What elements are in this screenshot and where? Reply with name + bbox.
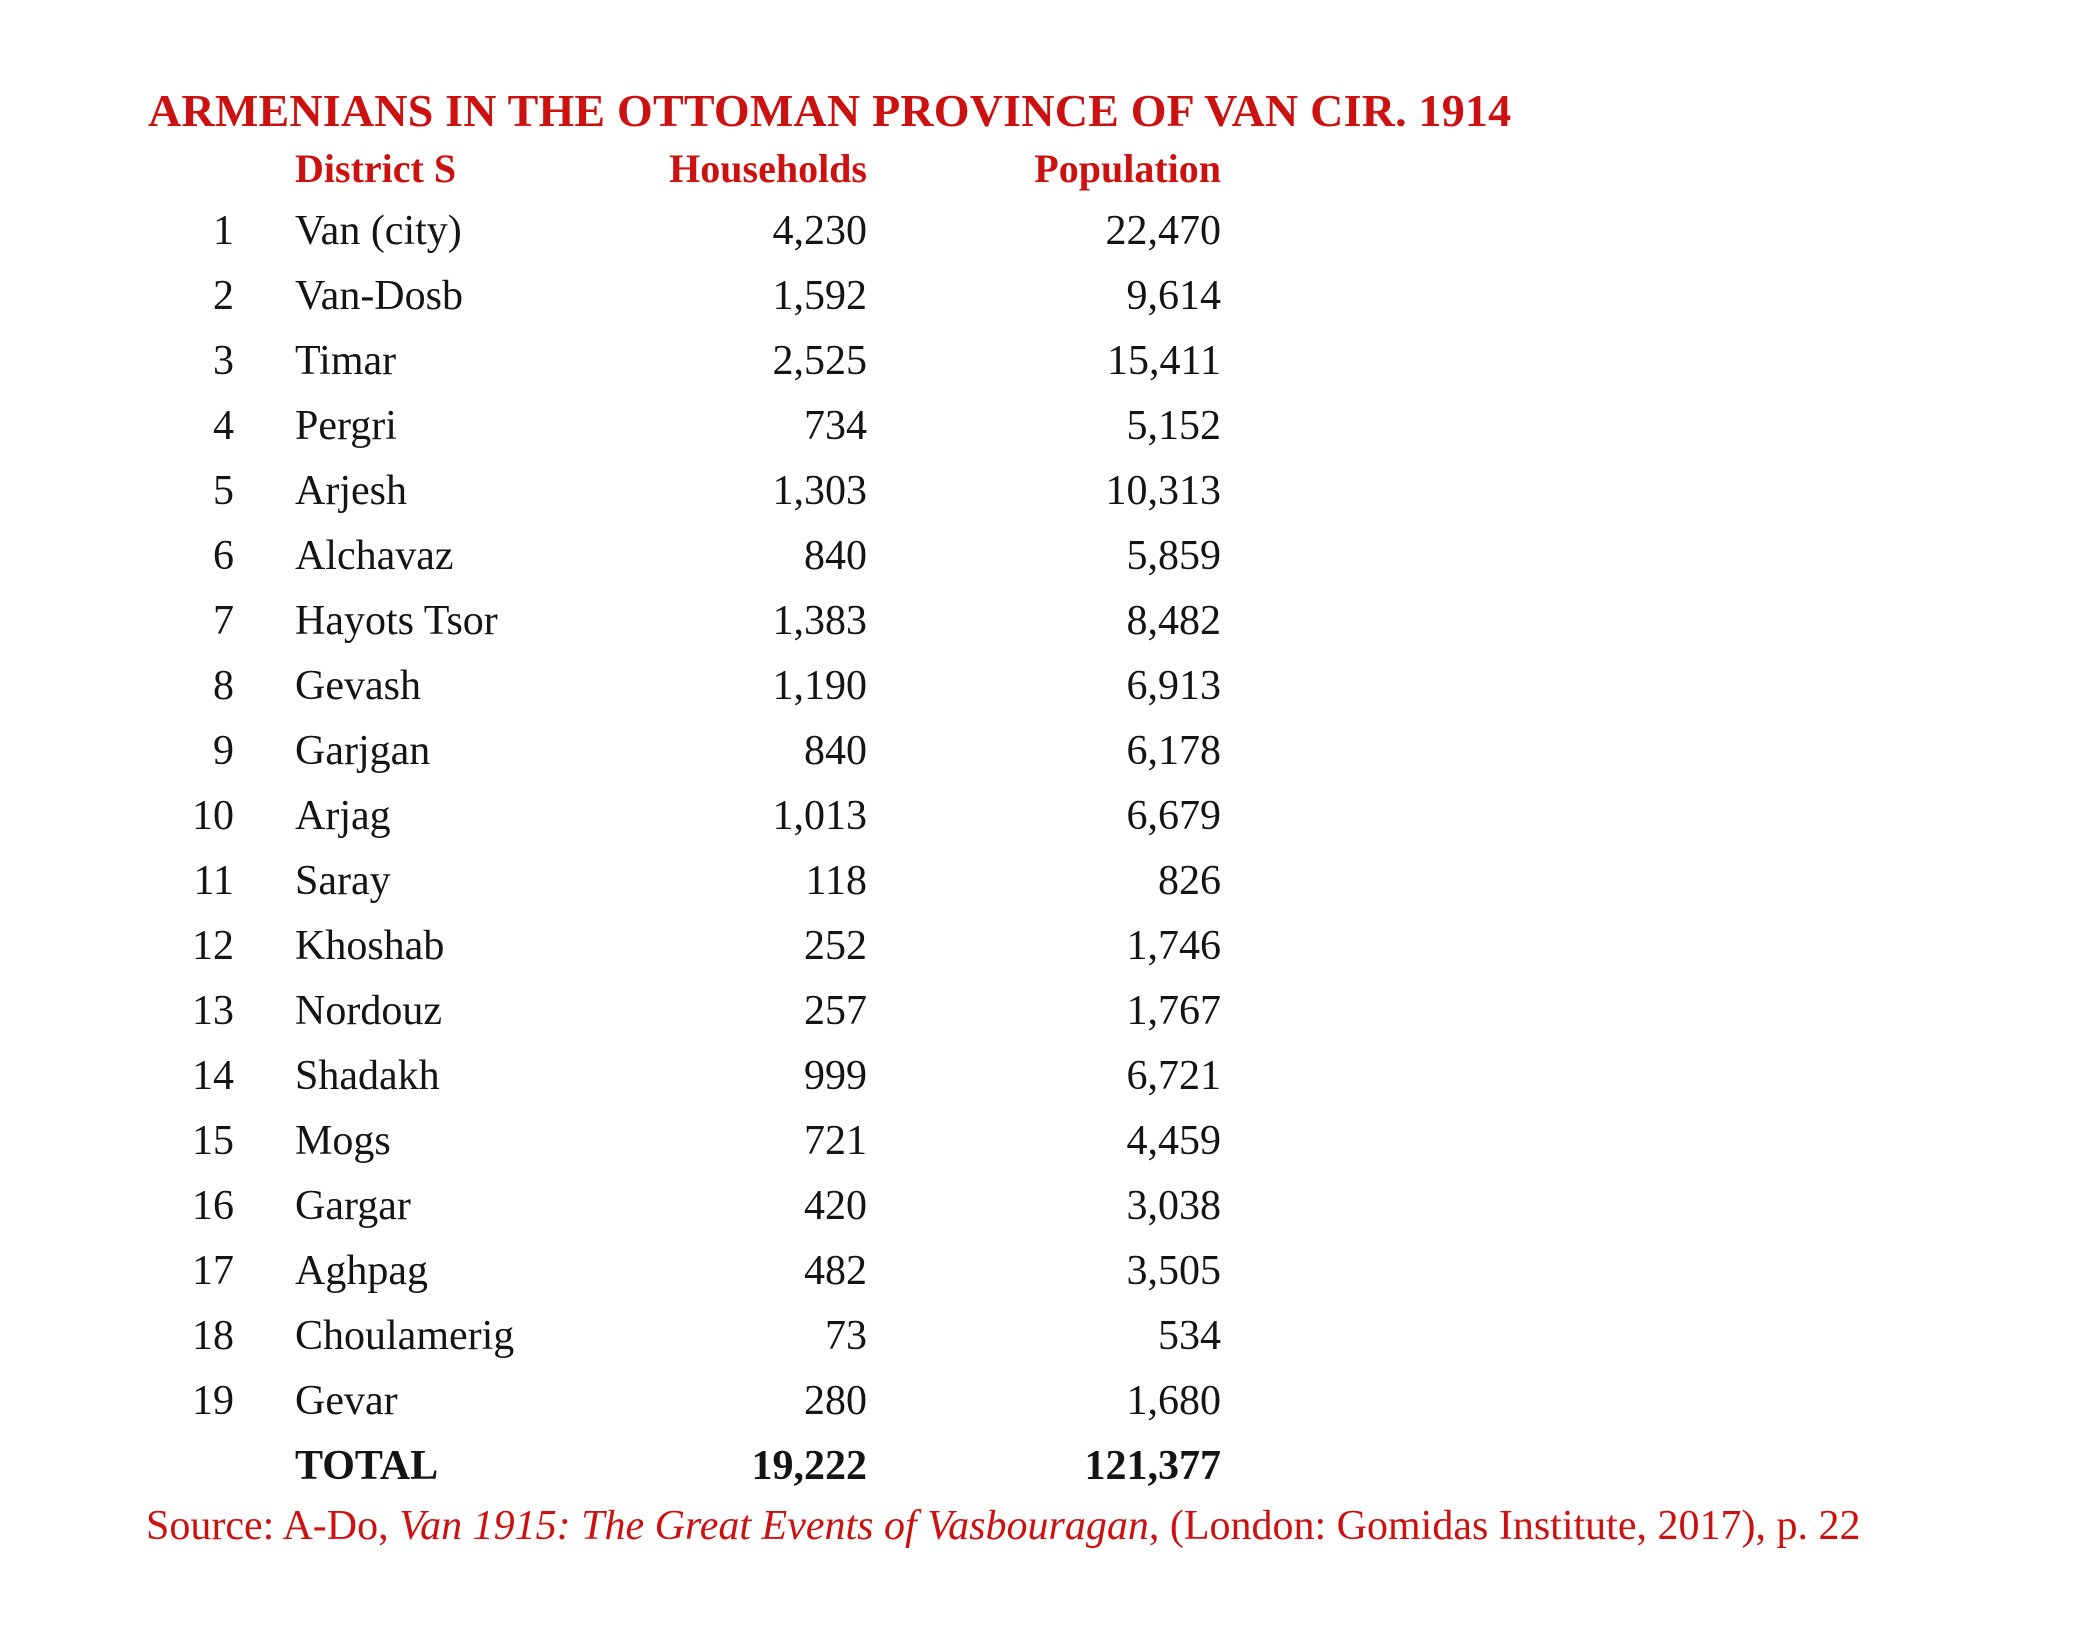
population-table bbox=[148, 140, 1221, 1498]
population-value: 6,679 bbox=[1126, 792, 1221, 839]
table-row bbox=[148, 328, 1221, 393]
households-value: 420 bbox=[804, 1182, 867, 1229]
population-value: 4,459 bbox=[1126, 1117, 1221, 1164]
district-name: Van (city) bbox=[295, 207, 462, 254]
row-number: 12 bbox=[192, 922, 234, 969]
table-row bbox=[148, 198, 1221, 263]
population-value: 1,767 bbox=[1126, 987, 1221, 1034]
column-header-population: Population bbox=[1034, 146, 1221, 191]
households-value: 1,013 bbox=[772, 792, 867, 839]
table-body bbox=[148, 198, 1221, 1433]
households-value: 118 bbox=[805, 857, 867, 904]
row-number: 3 bbox=[213, 337, 234, 384]
table-row bbox=[148, 1043, 1221, 1108]
households-value: 840 bbox=[804, 727, 867, 774]
page-title: ARMENIANS IN THE OTTOMAN PROVINCE OF VAN CIR. 1914 bbox=[148, 85, 1512, 136]
households-value: 1,303 bbox=[772, 467, 867, 514]
population-value: 534 bbox=[1158, 1312, 1221, 1359]
row-number: 15 bbox=[192, 1117, 234, 1164]
table-row bbox=[148, 1303, 1221, 1368]
population-value: 8,482 bbox=[1126, 597, 1221, 644]
district-name: Saray bbox=[295, 857, 391, 904]
district-name: Arjag bbox=[295, 792, 391, 839]
source-prefix: Source: A-Do, bbox=[146, 1503, 400, 1549]
table-header-row bbox=[148, 140, 1221, 198]
district-name: Arjesh bbox=[295, 467, 407, 514]
column-header-district: District S bbox=[295, 146, 457, 191]
row-number: 5 bbox=[213, 467, 234, 514]
row-number: 9 bbox=[213, 727, 234, 774]
district-name: Aghpag bbox=[295, 1247, 428, 1294]
table-row bbox=[148, 393, 1221, 458]
households-value: 1,383 bbox=[772, 597, 867, 644]
total-label: TOTAL bbox=[295, 1442, 439, 1489]
households-value: 721 bbox=[804, 1117, 867, 1164]
population-value: 3,038 bbox=[1126, 1182, 1221, 1229]
households-value: 1,592 bbox=[772, 272, 867, 319]
table-row bbox=[148, 1368, 1221, 1433]
table-row bbox=[148, 523, 1221, 588]
households-value: 999 bbox=[804, 1052, 867, 1099]
district-name: Gevash bbox=[295, 662, 421, 709]
district-name: Hayots Tsor bbox=[295, 597, 498, 644]
row-number: 17 bbox=[192, 1247, 234, 1294]
households-value: 73 bbox=[825, 1312, 867, 1359]
row-number: 8 bbox=[213, 662, 234, 709]
source-citation bbox=[146, 1502, 1860, 1550]
households-value: 4,230 bbox=[772, 207, 867, 254]
row-number: 10 bbox=[192, 792, 234, 839]
table-row bbox=[148, 458, 1221, 523]
row-number: 11 bbox=[193, 857, 234, 904]
population-value: 1,680 bbox=[1126, 1377, 1221, 1424]
total-population-value: 121,377 bbox=[1084, 1442, 1221, 1489]
households-value: 1,190 bbox=[772, 662, 867, 709]
district-name: Mogs bbox=[295, 1117, 391, 1164]
households-value: 280 bbox=[804, 1377, 867, 1424]
households-value: 257 bbox=[804, 987, 867, 1034]
table-total-row bbox=[148, 1433, 1221, 1498]
population-value: 10,313 bbox=[1105, 467, 1221, 514]
population-value: 6,178 bbox=[1126, 727, 1221, 774]
column-header-households: Households bbox=[669, 146, 867, 191]
total-households-value: 19,222 bbox=[751, 1442, 867, 1489]
row-number: 16 bbox=[192, 1182, 234, 1229]
population-value: 22,470 bbox=[1105, 207, 1221, 254]
households-value: 734 bbox=[804, 402, 867, 449]
population-value: 6,721 bbox=[1126, 1052, 1221, 1099]
row-number: 4 bbox=[213, 402, 234, 449]
row-number: 18 bbox=[192, 1312, 234, 1359]
district-name: Nordouz bbox=[295, 987, 442, 1034]
district-name: Van-Dosb bbox=[295, 272, 463, 319]
table-row bbox=[148, 588, 1221, 653]
table-row bbox=[148, 1238, 1221, 1303]
population-value: 5,859 bbox=[1126, 532, 1221, 579]
source-book-title: Van 1915: The Great Events of Vasbouragan bbox=[399, 1503, 1149, 1549]
table-row bbox=[148, 1108, 1221, 1173]
row-number: 19 bbox=[192, 1377, 234, 1424]
row-number: 2 bbox=[213, 272, 234, 319]
table-row bbox=[148, 653, 1221, 718]
table-row bbox=[148, 783, 1221, 848]
table-row bbox=[148, 718, 1221, 783]
district-name: Pergri bbox=[295, 402, 397, 449]
table-row bbox=[148, 978, 1221, 1043]
table-row bbox=[148, 848, 1221, 913]
district-name: Shadakh bbox=[295, 1052, 440, 1099]
source-suffix: , (London: Gomidas Institute, 2017), p. 22 bbox=[1148, 1503, 1861, 1549]
row-number: 13 bbox=[192, 987, 234, 1034]
district-name: Garjgan bbox=[295, 727, 431, 774]
row-number: 1 bbox=[213, 207, 234, 254]
row-number: 14 bbox=[192, 1052, 234, 1099]
population-value: 3,505 bbox=[1126, 1247, 1221, 1294]
district-name: Gargar bbox=[295, 1182, 411, 1229]
households-value: 252 bbox=[804, 922, 867, 969]
population-value: 826 bbox=[1158, 857, 1221, 904]
households-value: 840 bbox=[804, 532, 867, 579]
table-row bbox=[148, 1173, 1221, 1238]
population-value: 9,614 bbox=[1126, 272, 1221, 319]
households-value: 482 bbox=[804, 1247, 867, 1294]
district-name: Gevar bbox=[295, 1377, 398, 1424]
population-value: 15,411 bbox=[1107, 337, 1221, 384]
table-row bbox=[148, 913, 1221, 978]
row-number: 7 bbox=[213, 597, 234, 644]
table-row bbox=[148, 263, 1221, 328]
district-name: Khoshab bbox=[295, 922, 445, 969]
district-name: Timar bbox=[295, 337, 397, 384]
population-value: 1,746 bbox=[1126, 922, 1221, 969]
district-name: Alchavaz bbox=[295, 532, 454, 579]
population-value: 5,152 bbox=[1126, 402, 1221, 449]
households-value: 2,525 bbox=[772, 337, 867, 384]
population-value: 6,913 bbox=[1126, 662, 1221, 709]
row-number: 6 bbox=[213, 532, 234, 579]
district-name: Choulamerig bbox=[295, 1312, 515, 1359]
